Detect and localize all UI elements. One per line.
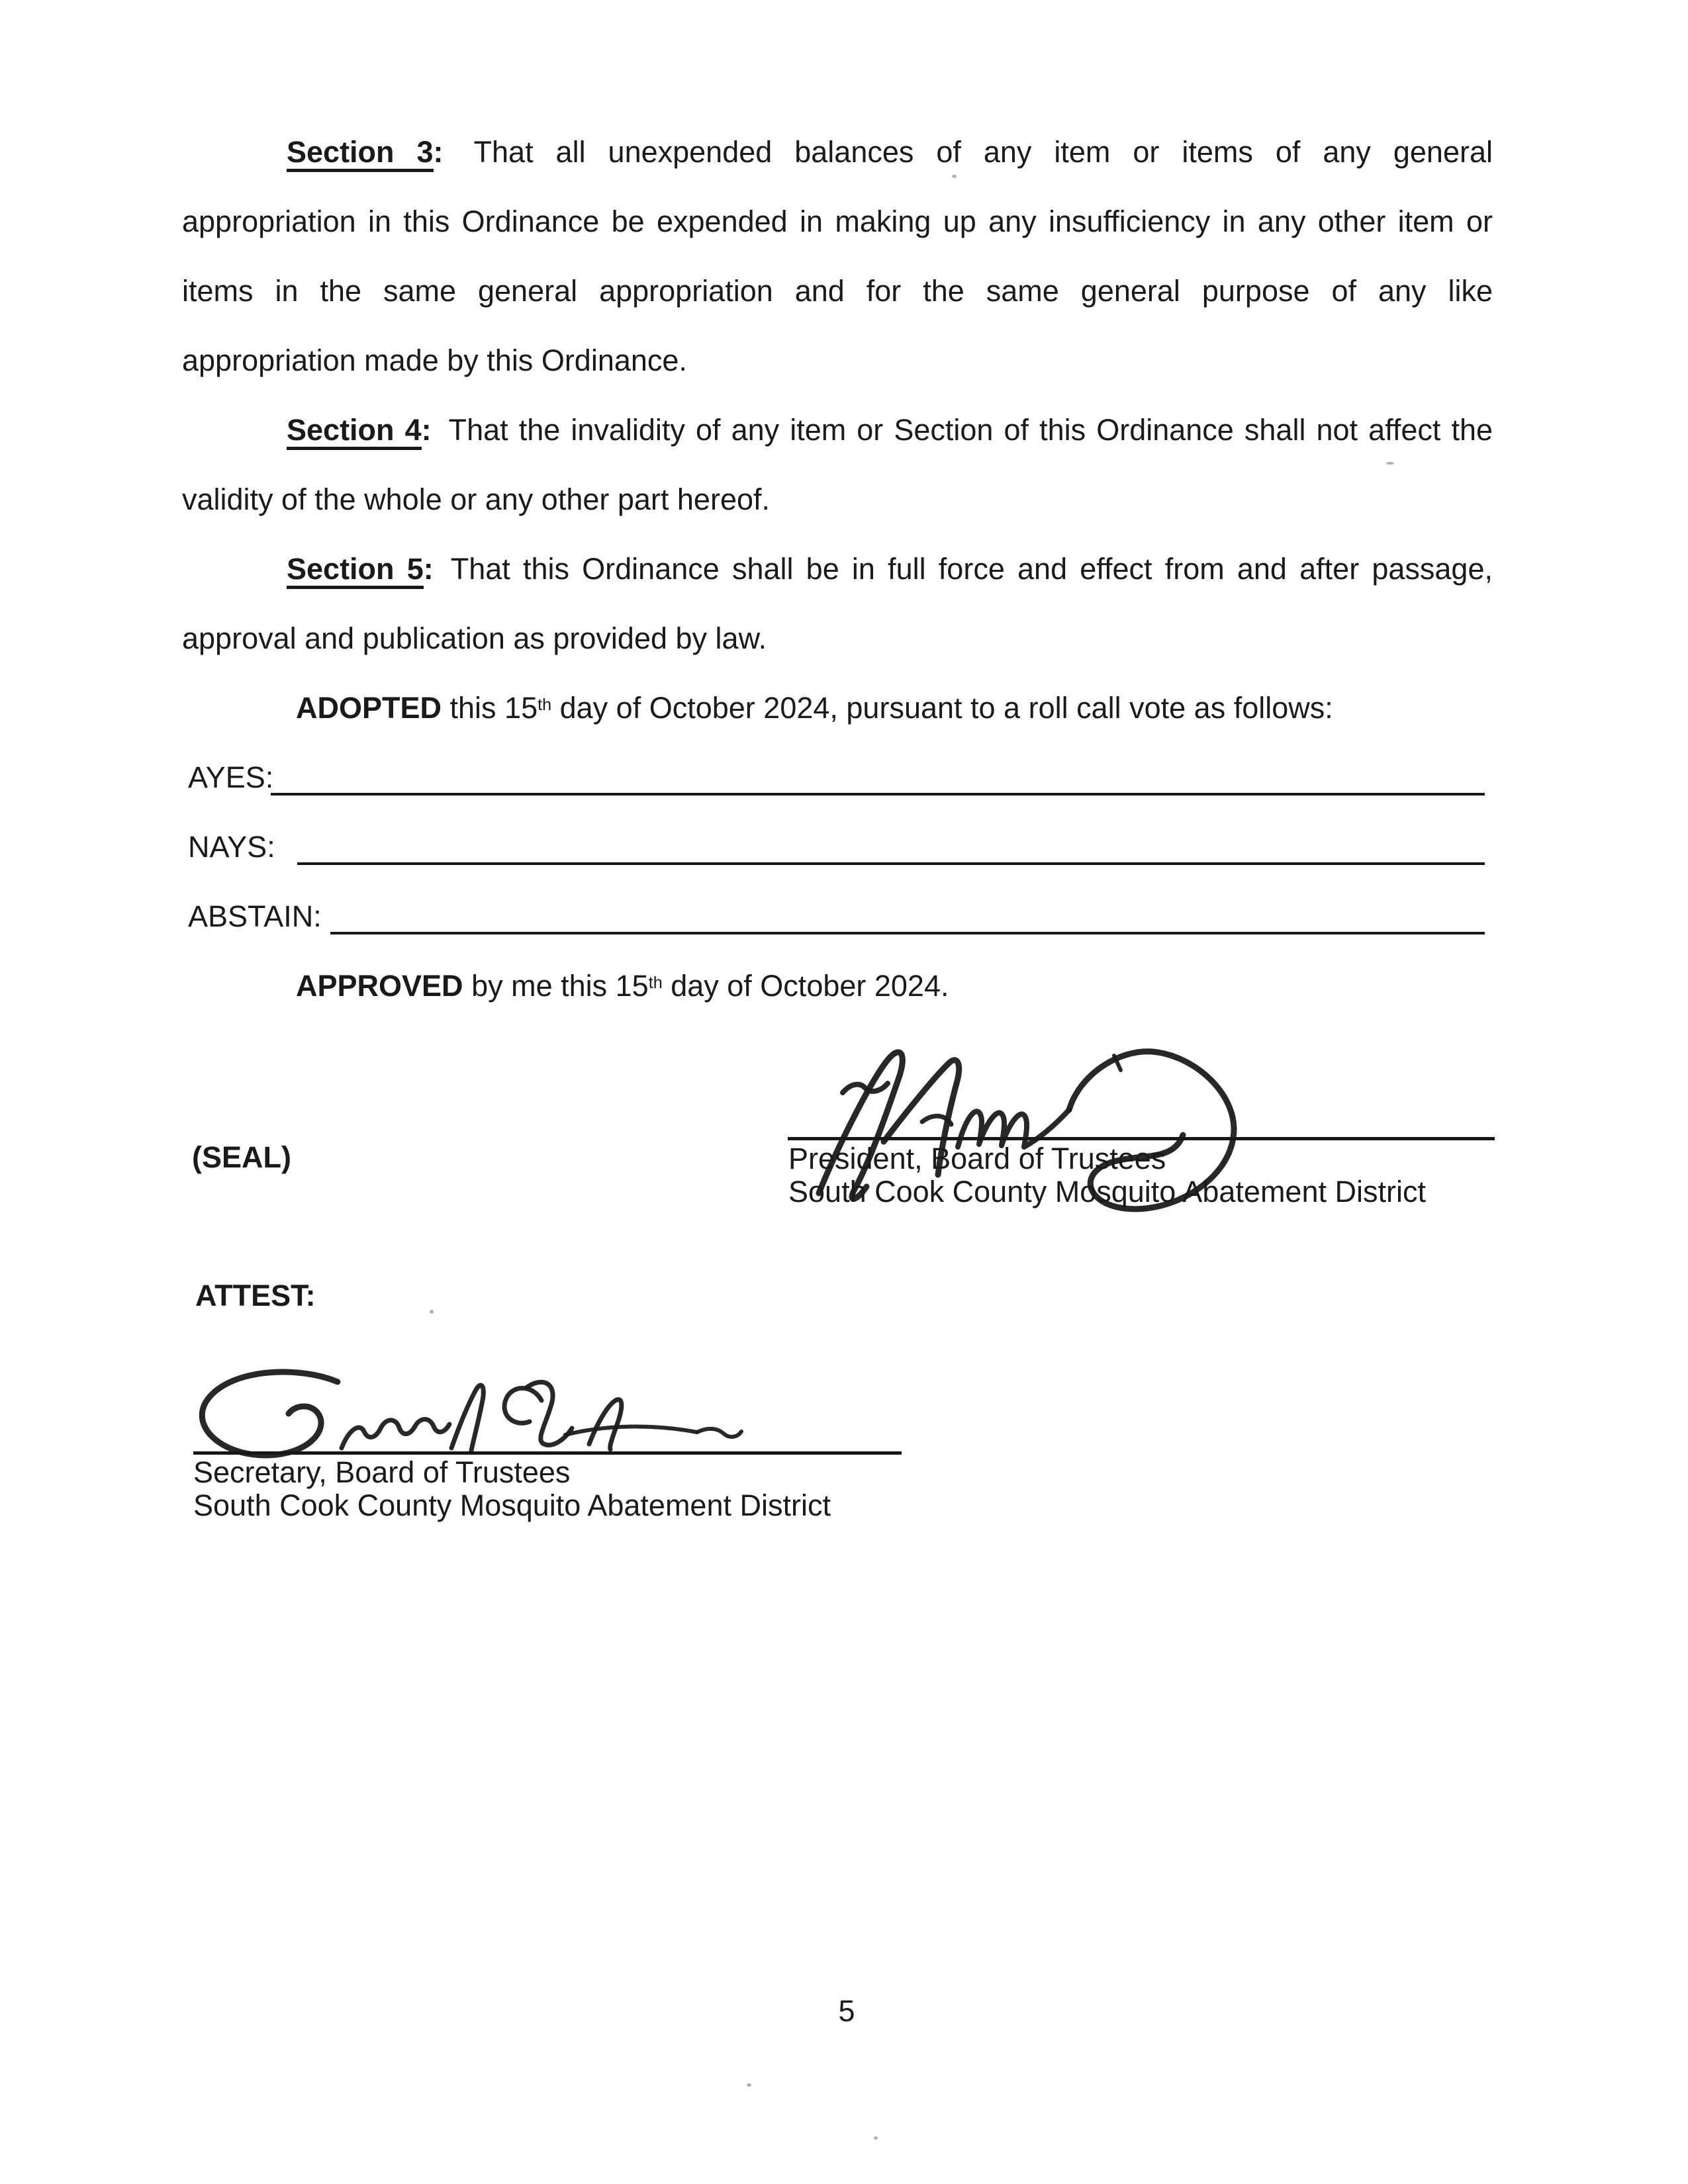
section-3-line-4: appropriation made by this Ordinance. xyxy=(182,343,687,377)
section-3-line-3: items in the same general appropriation and for the same general purpose of any like xyxy=(182,274,1493,308)
president-signature-block xyxy=(788,1142,1426,1208)
secretary-organization: South Cook County Mosquito Abatement District xyxy=(193,1488,831,1522)
adopted-text: this 15 xyxy=(442,691,538,725)
seal-label: (SEAL) xyxy=(192,1140,291,1174)
ordinal-superscript: th xyxy=(538,695,552,714)
adopted-line xyxy=(182,673,1493,743)
section-3-label: Section 3 xyxy=(287,135,434,172)
scan-speck xyxy=(874,2136,878,2140)
text-line xyxy=(182,534,1493,604)
attest-label: ATTEST: xyxy=(195,1279,316,1312)
approved-line xyxy=(182,951,1493,1021)
section-4-paragraph xyxy=(182,395,1493,534)
section-label-colon: : xyxy=(423,552,434,586)
abstain-label: ABSTAIN: xyxy=(188,899,322,933)
section-4-label: Section 4 xyxy=(287,413,422,450)
section-4-line-1: That the invalidity of any item or Section of this Ordinance shall not affect the xyxy=(448,413,1493,447)
scan-speck xyxy=(430,1310,434,1314)
nays-label: NAYS: xyxy=(188,830,275,864)
secretary-signature-block xyxy=(193,1456,831,1522)
text-line xyxy=(182,395,1493,465)
adopted-keyword: ADOPTED xyxy=(296,691,442,725)
text-line xyxy=(182,117,1493,187)
section-3-line-2: appropriation in this Ordinance be expended in making up any insufficiency in any other item or xyxy=(182,205,1493,238)
vote-row-ayes xyxy=(182,743,1493,812)
section-label-colon: : xyxy=(433,135,444,169)
approved-text-rest: day of October 2024. xyxy=(662,969,949,1003)
section-5-paragraph xyxy=(182,534,1493,673)
ordinal-superscript: th xyxy=(648,973,663,992)
section-label-colon: : xyxy=(421,413,432,447)
secretary-signature-line xyxy=(193,1451,902,1455)
approved-text: by me this 15 xyxy=(463,969,649,1003)
abstain-fill-in-line xyxy=(330,932,1485,934)
scan-speck xyxy=(952,175,957,178)
section-3-line-1: That all unexpended balances of any item or items of any general xyxy=(473,135,1493,169)
nays-fill-in-line xyxy=(297,862,1485,865)
scan-speck xyxy=(747,2083,751,2087)
document-body xyxy=(182,117,1493,1021)
page-number: 5 xyxy=(838,1994,855,2028)
approved-keyword: APPROVED xyxy=(296,969,463,1003)
section-4-line-2: validity of the whole or any other part hereof. xyxy=(182,482,771,516)
vote-row-nays xyxy=(182,812,1493,882)
president-signature-line xyxy=(788,1137,1495,1140)
section-5-label: Section 5 xyxy=(287,552,424,589)
section-5-line-2: approval and publication as provided by law. xyxy=(182,621,767,655)
secretary-title: Secretary, Board of Trustees xyxy=(193,1455,571,1489)
section-3-paragraph xyxy=(182,117,1493,395)
section-5-line-1: That this Ordinance shall be in full force and effect from and after passage, xyxy=(450,552,1493,586)
adopted-text-rest: day of October 2024, pursuant to a roll call vote as follows: xyxy=(551,691,1333,725)
scan-speck xyxy=(1386,462,1394,465)
ayes-label: AYES: xyxy=(188,760,274,794)
president-title: President, Board of Trustees xyxy=(788,1142,1166,1175)
president-organization: South Cook County Mosquito Abatement District xyxy=(788,1175,1426,1208)
vote-row-abstain xyxy=(182,882,1493,951)
ayes-fill-in-line xyxy=(271,793,1485,796)
